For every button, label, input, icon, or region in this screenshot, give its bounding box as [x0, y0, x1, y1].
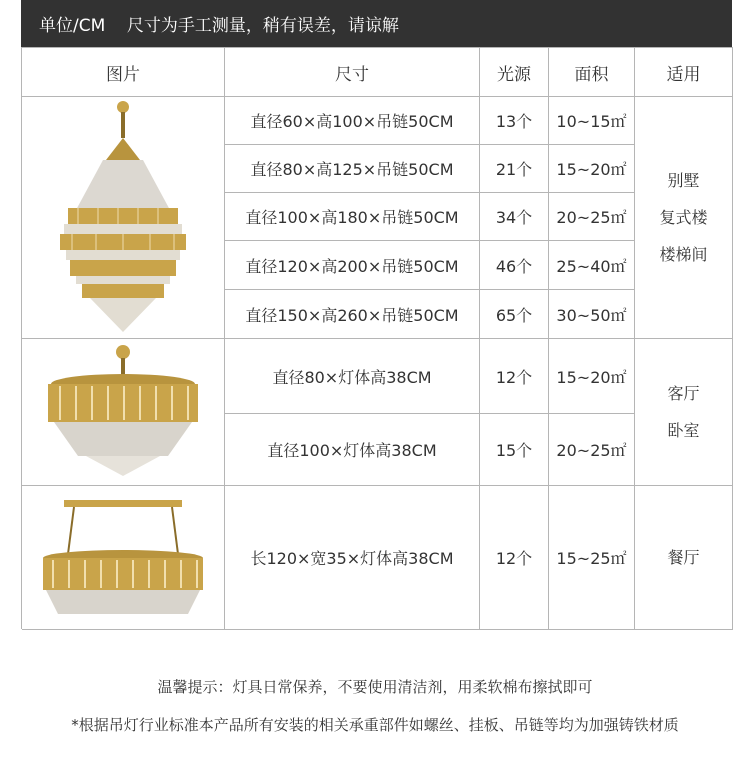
product-image-linear	[22, 486, 225, 630]
size-cell: 直径80×灯体高38CM	[225, 339, 480, 414]
tiered-chandelier-icon	[48, 100, 198, 336]
area-cell: 15~20㎡	[549, 145, 635, 193]
area-cell: 20~25㎡	[549, 193, 635, 241]
col-header-area: 面积	[549, 48, 635, 97]
light-cell: 65个	[480, 290, 549, 339]
usage-cell	[635, 339, 733, 486]
size-cell: 长120×宽35×灯体高38CM	[225, 486, 480, 630]
size-cell: 直径100×灯体高38CM	[225, 414, 480, 486]
header-bar	[21, 0, 732, 47]
col-header-light: 光源	[480, 48, 549, 97]
light-cell: 46个	[480, 241, 549, 290]
area-cell: 10~15㎡	[549, 97, 635, 145]
round-chandelier-icon	[38, 344, 208, 480]
usage-label: 复式楼	[659, 208, 708, 227]
area-cell: 30~50㎡	[549, 290, 635, 339]
product-image-round	[22, 339, 225, 486]
usage-label: 餐厅	[667, 548, 700, 567]
light-cell: 34个	[480, 193, 549, 241]
col-header-image: 图片	[22, 48, 225, 97]
col-header-usage: 适用	[635, 48, 733, 97]
usage-cell	[635, 97, 733, 339]
light-cell: 13个	[480, 97, 549, 145]
size-cell: 直径120×高200×吊链50CM	[225, 241, 480, 290]
usage-cell	[635, 486, 733, 630]
usage-label: 别墅	[667, 171, 700, 190]
usage-label: 卧室	[667, 421, 700, 440]
size-cell: 直径100×高180×吊链50CM	[225, 193, 480, 241]
size-cell: 直径150×高260×吊链50CM	[225, 290, 480, 339]
care-tip: 温馨提示：灯具日常保养，不要使用清洁剂，用柔软棉布擦拭即可	[157, 678, 593, 696]
light-cell: 12个	[480, 339, 549, 414]
usage-label: 客厅	[667, 384, 700, 403]
usage-label: 楼梯间	[659, 245, 708, 264]
light-cell: 12个	[480, 486, 549, 630]
product-image-tiered	[22, 97, 225, 339]
light-cell: 15个	[480, 414, 549, 486]
linear-chandelier-icon	[38, 496, 208, 620]
size-cell: 直径60×高100×吊链50CM	[225, 97, 480, 145]
area-cell: 15~20㎡	[549, 339, 635, 414]
light-cell: 21个	[480, 145, 549, 193]
col-header-size: 尺寸	[225, 48, 480, 97]
area-cell: 15~25㎡	[549, 486, 635, 630]
material-note: *根据吊灯行业标准本产品所有安装的相关承重部件如螺丝、挂板、吊链等均为加强铸铁材质	[71, 716, 679, 734]
area-cell: 20~25㎡	[549, 414, 635, 486]
size-cell: 直径80×高125×吊链50CM	[225, 145, 480, 193]
spec-table	[21, 47, 733, 629]
area-cell: 25~40㎡	[549, 241, 635, 290]
header-title: 单位/CM 尺寸为手工测量，稍有误差，请谅解	[39, 16, 399, 36]
